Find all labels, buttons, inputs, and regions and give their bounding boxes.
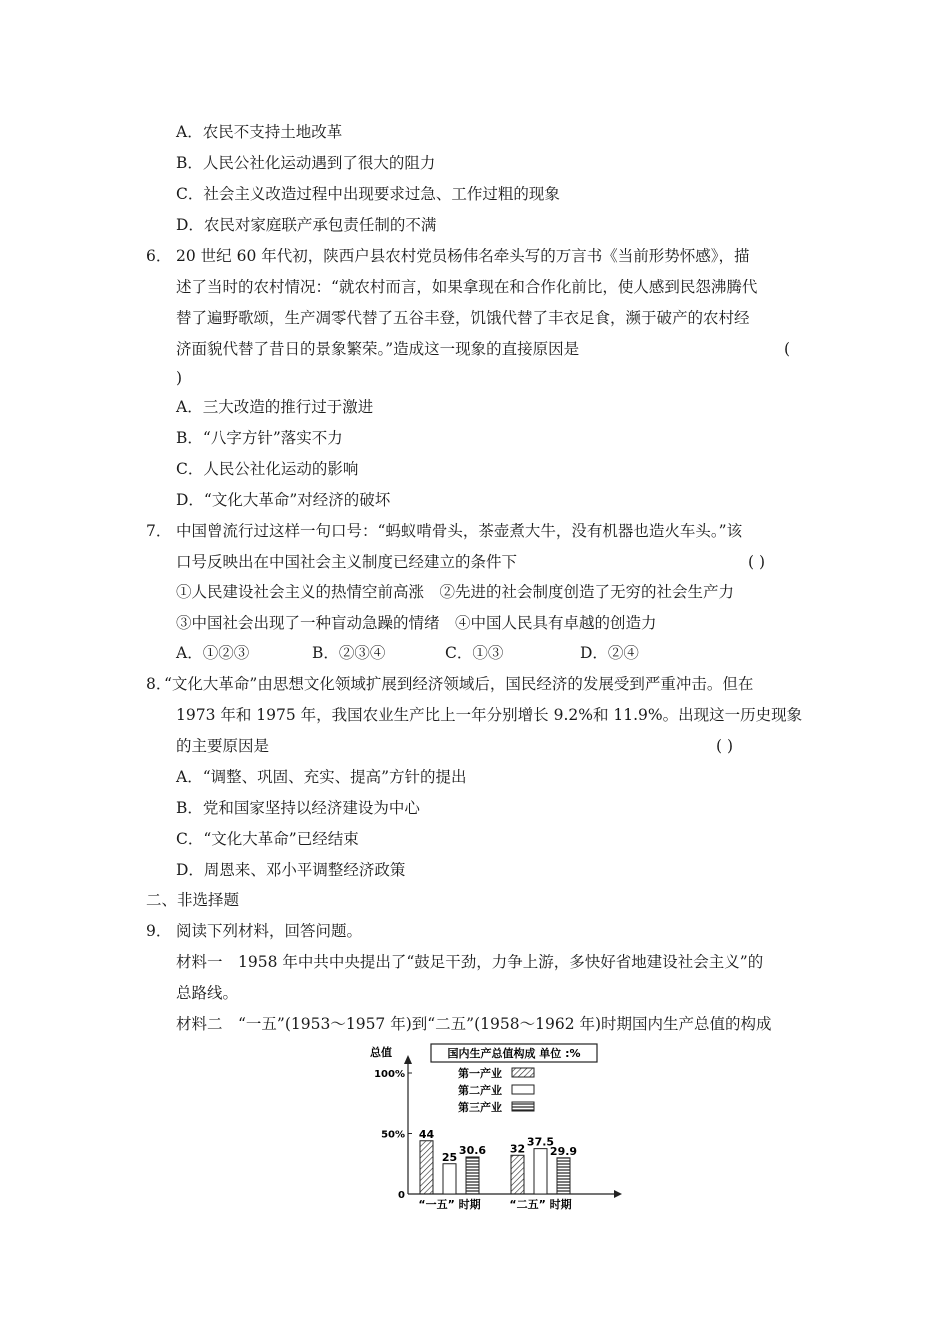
q7-number: 7． — [146, 522, 172, 540]
q7-option-d: D．②④ — [580, 644, 639, 662]
legend-label: 第一产业 — [458, 1067, 502, 1080]
bar-value-label: 25 — [441, 1150, 458, 1164]
q5-option-b: B．人民公社化运动遇到了很大的阻力 — [176, 154, 436, 172]
legend-label: 第三产业 — [458, 1101, 502, 1114]
q6-answer-paren-close: ) — [176, 369, 183, 387]
bar-value-label: 32 — [509, 1142, 526, 1156]
q7-line-1: 中国曾流行过这样一句口号：“蚂蚁啃骨头，茶壶煮大牛，没有机器也造火车头。”该 — [176, 522, 743, 540]
legend-label: 第二产业 — [458, 1084, 502, 1097]
q8-option-c: C．“文化大革命”已经结束 — [176, 830, 359, 848]
q6-line-3: 替了遍野歌颂，生产凋零代替了五谷丰登，饥饿代替了丰衣足食，濒于破产的农村经 — [176, 309, 750, 327]
q9-intro: 阅读下列材料，回答问题。 — [176, 922, 363, 940]
q6-option-c: C．人民公社化运动的影响 — [176, 460, 359, 478]
q9-number: 9． — [146, 922, 172, 940]
legend-swatch — [512, 1085, 534, 1094]
q8-line-2: 1973 年和 1975 年，我国农业生产比上一年分别增长 9.2%和 11.9%。出现这一历史现象 — [176, 706, 803, 724]
legend-swatch — [512, 1102, 534, 1111]
legend-swatch — [512, 1068, 534, 1077]
q8-option-d: D．周恩来、邓小平调整经济政策 — [176, 861, 406, 879]
x-category-label: “二五” 时期 — [509, 1198, 572, 1211]
gdp-chart-svg — [368, 1040, 628, 1212]
gdp-composition-chart — [368, 1040, 628, 1216]
bar — [511, 1155, 524, 1194]
y-axis-arrow — [404, 1055, 412, 1064]
bar — [534, 1149, 547, 1194]
q6-option-d: D．“文化大革命”对经济的破坏 — [176, 491, 391, 509]
q6-option-a: A．三大改造的推行过于激进 — [176, 398, 374, 416]
bar — [420, 1141, 433, 1194]
section-heading-non-choice: 二、非选择题 — [146, 891, 240, 909]
q7-option-a: A．①②③ — [176, 644, 250, 662]
q7-option-b: B．②③④ — [312, 644, 386, 662]
q6-line-1: 20 世纪 60 年代初，陕西户县农村党员杨伟名牵头写的万言书《当前形势怀感》，描 — [176, 247, 750, 265]
q6-option-b: B．“八字方针”落实不力 — [176, 429, 343, 447]
q6-line-4: 济面貌代替了昔日的景象繁荣。”造成这一现象的直接原因是 — [176, 340, 580, 358]
q5-option-d: D．农民对家庭联产承包责任制的不满 — [176, 216, 437, 234]
q9-material-1-line-1: 材料一 1958 年中共中央提出了“鼓足干劲，力争上游，多快好省地建设社会主义”的 — [176, 953, 764, 971]
q8-number: 8． — [146, 675, 172, 693]
q8-option-b: B．党和国家坚持以经济建设为中心 — [176, 799, 420, 817]
bar-value-label: 44 — [418, 1127, 435, 1141]
bar-value-label: 29.9 — [549, 1144, 578, 1158]
q7-line-2: 口号反映出在中国社会主义制度已经建立的条件下 — [176, 553, 518, 571]
q8-line-1: “文化大革命”由思想文化领域扩展到经济领域后，国民经济的发展受到严重冲击。但在 — [164, 675, 754, 693]
q8-answer-paren: ( ) — [716, 737, 734, 755]
y-axis-label: 总值 — [370, 1046, 392, 1059]
q5-option-c: C．社会主义改造过程中出现要求过急、工作过粗的现象 — [176, 185, 560, 203]
q6-line-2: 述了当时的农村情况：“就农村而言，如果拿现在和合作化前比，使人感到民怨沸腾代 — [176, 278, 758, 296]
bar — [557, 1158, 570, 1194]
q7-statements-2: ③中国社会出现了一种盲动急躁的情绪 ④中国人民具有卓越的创造力 — [176, 614, 657, 632]
q9-material-2: 材料二 “一五”(1953～1957 年)到“二五”(1958～1962 年)时期国内生产总值的构成 — [176, 1015, 772, 1033]
q7-answer-paren: ( ) — [748, 553, 766, 571]
q8-option-a: A．“调整、巩固、充实、提高”方针的提出 — [176, 768, 467, 786]
bar-value-label: 30.6 — [458, 1143, 487, 1157]
q5-option-a: A．农民不支持土地改革 — [176, 123, 343, 141]
y-tick-label: 100% — [374, 1069, 405, 1080]
q6-number: 6． — [146, 247, 172, 265]
q8-line-3: 的主要原因是 — [176, 737, 270, 755]
bar — [443, 1164, 456, 1194]
x-category-label: “一五” 时期 — [418, 1198, 481, 1211]
y-tick-label: 50% — [381, 1129, 405, 1141]
chart-title: 国内生产总值构成 单位 :% — [447, 1047, 581, 1060]
x-axis-arrow — [614, 1190, 622, 1198]
bar-value-label: 37.5 — [526, 1135, 555, 1149]
q6-answer-paren-open: ( — [784, 340, 791, 358]
y-tick-label: 0 — [398, 1190, 405, 1201]
q7-option-c: C．①③ — [445, 644, 504, 662]
q9-material-1-line-2: 总路线。 — [176, 984, 239, 1002]
q7-statements-1: ①人民建设社会主义的热情空前高涨 ②先进的社会制度创造了无穷的社会生产力 — [176, 583, 735, 601]
bar — [466, 1157, 479, 1194]
